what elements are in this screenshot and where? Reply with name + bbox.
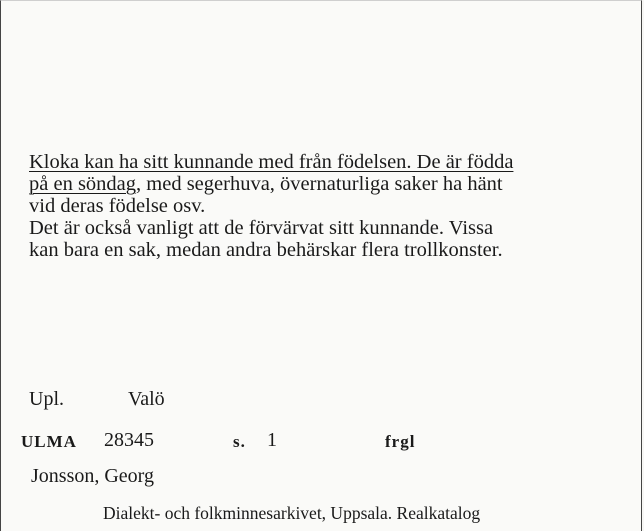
archive-code: ULMA [21, 432, 77, 451]
page-number: 1 [267, 429, 277, 451]
text-line-5: kan bara en sak, medan andra behärskar flera trollkonster. [29, 239, 503, 261]
text-line-4: Det är också vanligt att de förvärvat sitt kunnande. Vissa [29, 217, 494, 239]
parish-label: Valö [128, 388, 165, 410]
text-line-2 [29, 173, 629, 195]
type-code: frgl [385, 432, 416, 451]
province-label: Upl. [29, 388, 64, 410]
archive-footer: Dialekt- och folkminnesarkivet, Uppsala. Realkatalog [103, 503, 481, 523]
record-number: 28345 [104, 429, 154, 451]
underlined-phrase-sunday: på en söndag [29, 173, 137, 195]
text-line-1 [29, 151, 629, 173]
page-label: s. [233, 432, 246, 451]
card-body-text [29, 151, 629, 261]
text-line-2-rest: , med segerhuva, övernaturliga saker ha hänt [136, 173, 503, 195]
collector-name: Jonsson, Georg [31, 465, 154, 487]
text-line-3: vid deras födelse osv. [29, 195, 206, 217]
underlined-sentence-1: Kloka kan ha sitt kunnande med från födelsen. De är födda [29, 151, 514, 173]
